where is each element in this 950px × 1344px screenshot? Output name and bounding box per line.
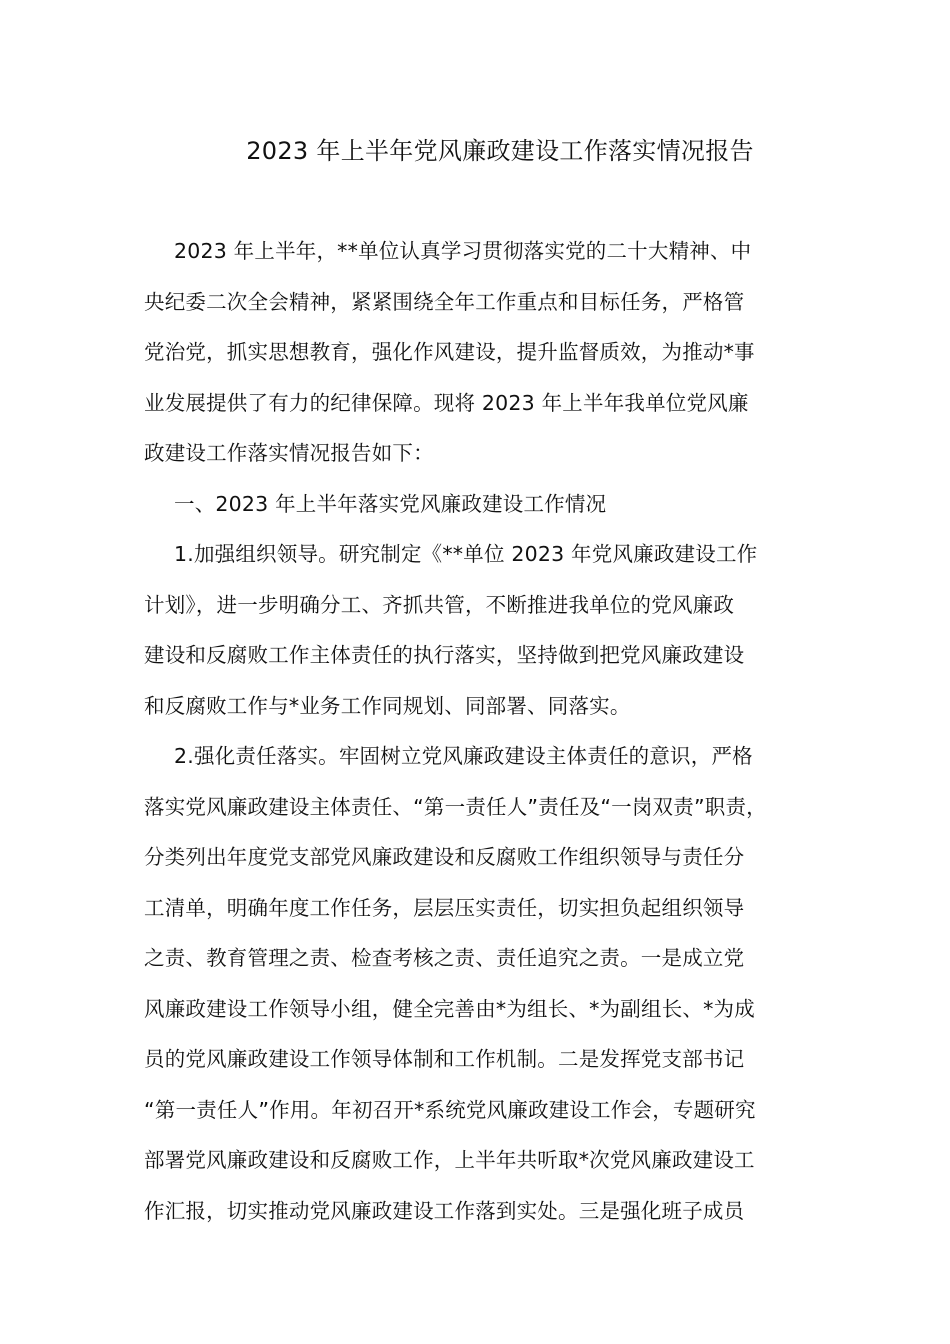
paragraph-line: 作汇报，切实推动党风廉政建设工作落到实处。三是强化班子成员 <box>144 1198 745 1223</box>
paragraph-line: 2023 年上半年，**单位认真学习贯彻落实党的二十大精神、中 <box>174 239 752 263</box>
paragraph-line: 和反腐败工作与*业务工作同规划、同部署、同落实。 <box>144 693 631 718</box>
paragraph-line: 党治党，抓实思想教育，强化作风建设，提升监督质效，为推动*事 <box>144 340 755 364</box>
paragraph-line: 风廉政建设工作领导小组，健全完善由*为组长、*为副组长、*为成 <box>144 996 755 1021</box>
paragraph-line: 分类列出年度党支部党风廉政建设和反腐败工作组织领导与责任分 <box>144 845 745 869</box>
paragraph-line: 之责、教育管理之责、检查考核之责、责任追究之责。一是成立党 <box>144 946 745 970</box>
paragraph-line: 1.加强组织领导。研究制定《**单位 2023 年党风廉政建设工作 <box>174 542 758 566</box>
paragraph-line: 建设和反腐败工作主体责任的执行落实，坚持做到把党风廉政建设 <box>144 643 745 667</box>
paragraph-line: 计划》，进一步明确分工、齐抓共管，不断推进我单位的党风廉政 <box>144 592 735 617</box>
paragraph-line: 员的党风廉政建设工作领导体制和工作机制。二是发挥党支部书记 <box>144 1047 745 1071</box>
section-heading: 一、2023 年上半年落实党风廉政建设工作情况 <box>174 491 607 516</box>
paragraph-line: “第一责任人”作用。年初召开*系统党风廉政建设工作会，专题研究 <box>144 1097 756 1122</box>
document-title: 2023 年上半年党风廉政建设工作落实情况报告 <box>246 137 754 165</box>
paragraph-line: 央纪委二次全会精神，紧紧围绕全年工作重点和目标任务，严格管 <box>144 289 745 314</box>
paragraph-line: 2.强化责任落实。牢固树立党风廉政建设主体责任的意识，严格 <box>174 744 753 768</box>
paragraph-line: 工清单，明确年度工作任务，层层压实责任，切实担负起组织领导 <box>144 895 745 920</box>
paragraph-line: 落实党风廉政建设主体责任、“第一责任人”责任及“一岗双责”职责， <box>144 794 767 819</box>
paragraph-line: 部署党风廉政建设和反腐败工作，上半年共听取*次党风廉政建设工 <box>144 1148 755 1172</box>
paragraph-line: 业发展提供了有力的纪律保障。现将 2023 年上半年我单位党风廉 <box>144 390 749 415</box>
paragraph-line: 政建设工作落实情况报告如下： <box>144 441 434 465</box>
document-body <box>144 233 808 1243</box>
